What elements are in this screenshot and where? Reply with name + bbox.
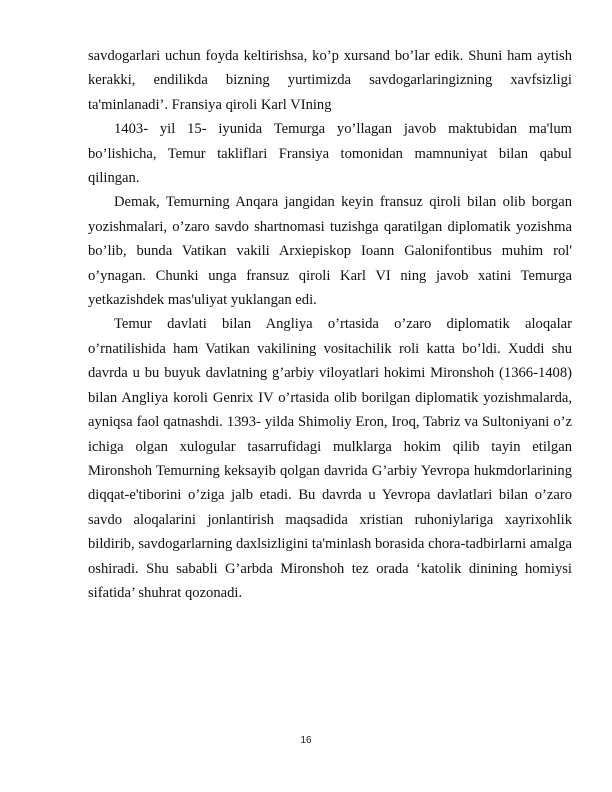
paragraph-3: Demak, Temurning Anqara jangidan keyin fransuz qiroli bilan olib borgan yozishmalari, o’zaro savdo shartnomasi tuzishga qaratilgan diplomatik yozishma bo’lib, bunda Vatikan vakili Arxiepiskop Ioann Galonifontibus muhim rol' o’ynagan. Chunki unga fransuz qiroli Karl VI ning javob xatini Temurga yetkazishdek mas'uliyat yuklangan edi.: [88, 194, 572, 309]
paragraph-1: savdogarlari uchun foyda keltirishsa, ko’p xursand bo’lar edik. Shuni ham aytish kerakki, endilikda bizning yurtimizda savdogarlaringizning xavfsizligi ta'minlanadi’. Fransiya qiroli Karl VIning: [88, 48, 572, 113]
page-number: 16: [300, 735, 312, 746]
paragraph-2: 1403- yil 15- iyunida Temurga yo’llagan javob maktubidan ma'lum bo’lishicha, Temur takliflari Fransiya tomonidan mamnuniyat bilan qabul qilingan.: [88, 121, 572, 187]
paragraph-4: Temur davlati bilan Angliya o’rtasida o’zaro diplomatik aloqalar o’rnatilishida ham Vatikan vakilining vositachilik roli katta bo’ldi. Xuddi shu davrda u bu buyuk davlatning g’arbiy viloyatlari hokimi Mironshoh (1366-1408) bilan Angliya koroli Genrix IV o’rtasida olib borilgan diplomatik yozishmalarda, ayniqsa faol qatnashdi. 1393- yilda Shimoliy Eron, Iroq, Tabriz va Sultoniyani o’z ichiga olgan xulogular tasarrufidagi mulklarga hokim qilib tayin etilgan Mironshoh Temurning keksayib qolgan davrida G’arbiy Yevropa hukmdorlarining diqqat-e'tiborini o’ziga jalb etadi. Bu davrda u Yevropa davlatlari bilan o’zaro savdo aloqalarini jonlantirish maqsadida xristian ruhoniylariga xayrixohlik bildirib, savdogarlarning daxlsizligini ta'minlash borasida chora-tadbirlarni amalga oshiradi. Shu sababli G’arbda Mironshoh tez orada ‘katolik dinining homiysi sifatida’ shuhrat qozonadi.: [88, 316, 572, 601]
document-body: [88, 44, 572, 605]
